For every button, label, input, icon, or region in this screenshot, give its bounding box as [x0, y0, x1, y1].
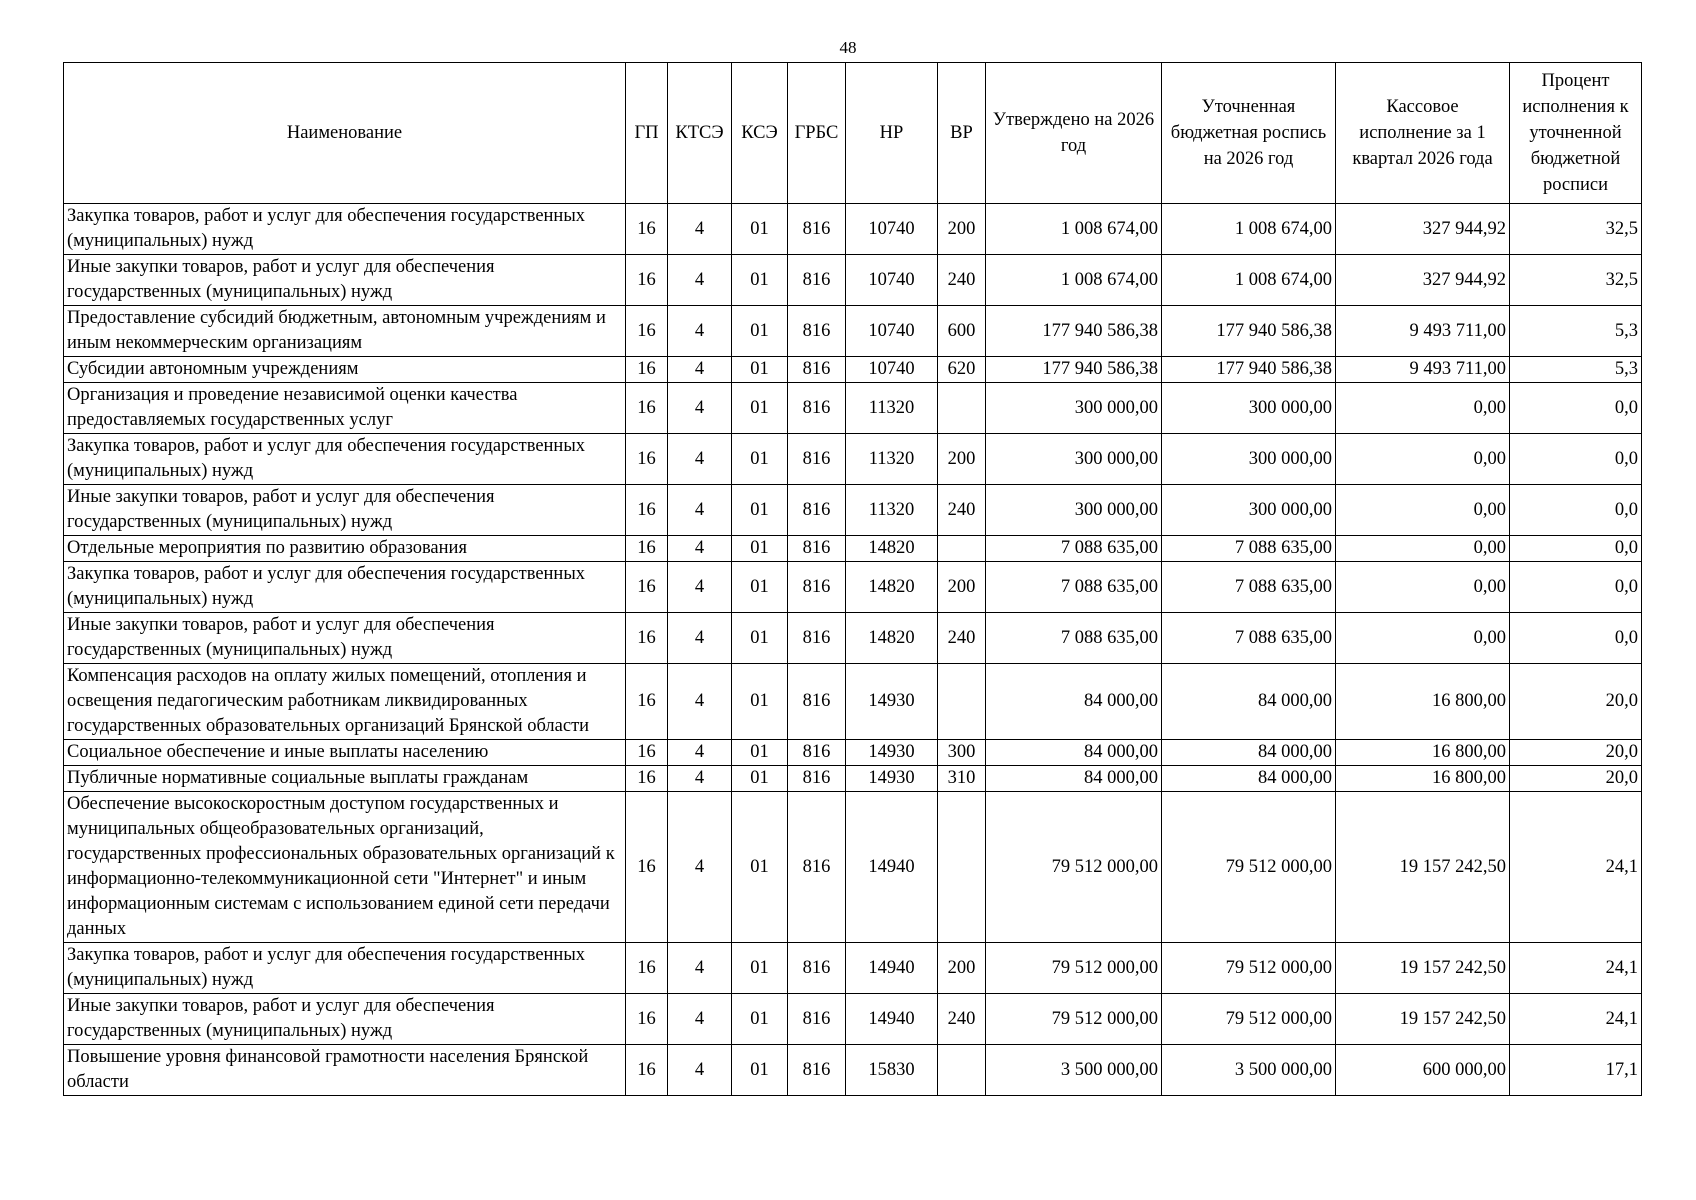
cell-vr: 620	[938, 357, 986, 383]
budget-execution-table	[63, 62, 1642, 1096]
cell-grbs: 816	[788, 792, 846, 943]
cell-refined: 1 008 674,00	[1162, 255, 1336, 306]
cell-kse: 01	[732, 792, 788, 943]
cell-name: Закупка товаров, работ и услуг для обеспечения государственных (муниципальных) нужд	[64, 562, 626, 613]
table-body	[64, 204, 1642, 1096]
cell-name: Компенсация расходов на оплату жилых помещений, отопления и освещения педагогическим работникам ликвидированных государственных образовательных организаций Брянской области	[64, 664, 626, 740]
cell-vr: 200	[938, 943, 986, 994]
cell-nr: 14940	[846, 994, 938, 1045]
cell-ktse: 4	[668, 664, 732, 740]
table-row	[64, 613, 1642, 664]
cell-grbs: 816	[788, 766, 846, 792]
cell-nr: 10740	[846, 306, 938, 357]
cell-grbs: 816	[788, 664, 846, 740]
cell-cash: 16 800,00	[1336, 664, 1510, 740]
cell-name: Иные закупки товаров, работ и услуг для обеспечения государственных (муниципальных) нужд	[64, 485, 626, 536]
cell-vr	[938, 383, 986, 434]
cell-grbs: 816	[788, 306, 846, 357]
cell-nr: 14820	[846, 562, 938, 613]
cell-gp: 16	[626, 613, 668, 664]
cell-approved: 300 000,00	[986, 383, 1162, 434]
cell-nr: 15830	[846, 1045, 938, 1096]
cell-gp: 16	[626, 766, 668, 792]
cell-gp: 16	[626, 943, 668, 994]
header-approved: Утверждено на 2026 год	[986, 63, 1162, 204]
header-refined: Уточненная бюджетная роспись на 2026 год	[1162, 63, 1336, 204]
page-number: 48	[839, 38, 857, 57]
cell-vr	[938, 536, 986, 562]
cell-ktse: 4	[668, 740, 732, 766]
cell-nr: 14940	[846, 943, 938, 994]
cell-nr: 14820	[846, 536, 938, 562]
cell-vr: 600	[938, 306, 986, 357]
cell-approved: 1 008 674,00	[986, 255, 1162, 306]
cell-name: Иные закупки товаров, работ и услуг для обеспечения государственных (муниципальных) нужд	[64, 613, 626, 664]
cell-cash: 0,00	[1336, 562, 1510, 613]
cell-percent: 32,5	[1510, 204, 1642, 255]
cell-ktse: 4	[668, 792, 732, 943]
cell-ktse: 4	[668, 766, 732, 792]
cell-nr: 14820	[846, 613, 938, 664]
cell-approved: 79 512 000,00	[986, 943, 1162, 994]
table-row	[64, 485, 1642, 536]
cell-refined: 7 088 635,00	[1162, 613, 1336, 664]
header-nr: НР	[846, 63, 938, 204]
cell-kse: 01	[732, 485, 788, 536]
cell-nr: 14930	[846, 766, 938, 792]
cell-refined: 7 088 635,00	[1162, 536, 1336, 562]
table-row	[64, 792, 1642, 943]
cell-ktse: 4	[668, 562, 732, 613]
cell-kse: 01	[732, 943, 788, 994]
cell-ktse: 4	[668, 204, 732, 255]
cell-approved: 300 000,00	[986, 434, 1162, 485]
cell-ktse: 4	[668, 1045, 732, 1096]
cell-percent: 0,0	[1510, 562, 1642, 613]
cell-ktse: 4	[668, 357, 732, 383]
cell-percent: 20,0	[1510, 766, 1642, 792]
cell-kse: 01	[732, 357, 788, 383]
table-row	[64, 434, 1642, 485]
cell-vr: 200	[938, 562, 986, 613]
cell-approved: 84 000,00	[986, 740, 1162, 766]
table-row	[64, 766, 1642, 792]
cell-approved: 300 000,00	[986, 485, 1162, 536]
cell-kse: 01	[732, 740, 788, 766]
cell-kse: 01	[732, 383, 788, 434]
cell-grbs: 816	[788, 357, 846, 383]
cell-percent: 20,0	[1510, 664, 1642, 740]
cell-grbs: 816	[788, 434, 846, 485]
cell-ktse: 4	[668, 255, 732, 306]
cell-nr: 10740	[846, 255, 938, 306]
cell-cash: 327 944,92	[1336, 204, 1510, 255]
cell-approved: 3 500 000,00	[986, 1045, 1162, 1096]
cell-kse: 01	[732, 766, 788, 792]
cell-percent: 32,5	[1510, 255, 1642, 306]
cell-cash: 19 157 242,50	[1336, 792, 1510, 943]
cell-gp: 16	[626, 1045, 668, 1096]
table-row	[64, 204, 1642, 255]
cell-percent: 17,1	[1510, 1045, 1642, 1096]
cell-kse: 01	[732, 204, 788, 255]
table-row	[64, 536, 1642, 562]
header-vr: ВР	[938, 63, 986, 204]
cell-percent: 5,3	[1510, 357, 1642, 383]
cell-approved: 79 512 000,00	[986, 792, 1162, 943]
cell-approved: 84 000,00	[986, 664, 1162, 740]
cell-cash: 600 000,00	[1336, 1045, 1510, 1096]
cell-refined: 79 512 000,00	[1162, 792, 1336, 943]
cell-kse: 01	[732, 562, 788, 613]
cell-gp: 16	[626, 536, 668, 562]
cell-nr: 11320	[846, 383, 938, 434]
cell-vr: 240	[938, 994, 986, 1045]
cell-percent: 0,0	[1510, 536, 1642, 562]
cell-percent: 5,3	[1510, 306, 1642, 357]
cell-percent: 24,1	[1510, 943, 1642, 994]
cell-vr: 240	[938, 255, 986, 306]
cell-cash: 9 493 711,00	[1336, 357, 1510, 383]
cell-gp: 16	[626, 357, 668, 383]
cell-refined: 84 000,00	[1162, 766, 1336, 792]
cell-name: Отдельные мероприятия по развитию образования	[64, 536, 626, 562]
cell-kse: 01	[732, 306, 788, 357]
cell-cash: 0,00	[1336, 613, 1510, 664]
cell-grbs: 816	[788, 562, 846, 613]
cell-cash: 0,00	[1336, 434, 1510, 485]
cell-percent: 0,0	[1510, 434, 1642, 485]
cell-grbs: 816	[788, 740, 846, 766]
cell-name: Повышение уровня финансовой грамотности населения Брянской области	[64, 1045, 626, 1096]
cell-name: Предоставление субсидий бюджетным, автономным учреждениям и иным некоммерческим организациям	[64, 306, 626, 357]
cell-name: Иные закупки товаров, работ и услуг для обеспечения государственных (муниципальных) нужд	[64, 255, 626, 306]
cell-gp: 16	[626, 562, 668, 613]
cell-cash: 327 944,92	[1336, 255, 1510, 306]
cell-cash: 0,00	[1336, 485, 1510, 536]
cell-approved: 7 088 635,00	[986, 536, 1162, 562]
cell-name: Закупка товаров, работ и услуг для обеспечения государственных (муниципальных) нужд	[64, 943, 626, 994]
cell-kse: 01	[732, 664, 788, 740]
cell-gp: 16	[626, 740, 668, 766]
cell-nr: 11320	[846, 434, 938, 485]
table-header-row	[64, 63, 1642, 204]
cell-name: Иные закупки товаров, работ и услуг для обеспечения государственных (муниципальных) нужд	[64, 994, 626, 1045]
cell-nr: 10740	[846, 204, 938, 255]
cell-grbs: 816	[788, 536, 846, 562]
cell-refined: 79 512 000,00	[1162, 943, 1336, 994]
header-kse: КСЭ	[732, 63, 788, 204]
cell-kse: 01	[732, 255, 788, 306]
cell-ktse: 4	[668, 383, 732, 434]
cell-percent: 0,0	[1510, 613, 1642, 664]
cell-cash: 19 157 242,50	[1336, 943, 1510, 994]
cell-refined: 177 940 586,38	[1162, 357, 1336, 383]
cell-vr: 200	[938, 434, 986, 485]
cell-kse: 01	[732, 994, 788, 1045]
cell-grbs: 816	[788, 204, 846, 255]
cell-grbs: 816	[788, 994, 846, 1045]
cell-grbs: 816	[788, 1045, 846, 1096]
cell-refined: 300 000,00	[1162, 485, 1336, 536]
cell-vr: 310	[938, 766, 986, 792]
cell-name: Организация и проведение независимой оценки качества предоставляемых государственных услуг	[64, 383, 626, 434]
cell-name: Обеспечение высокоскоростным доступом государственных и муниципальных общеобразовательных организаций, государственных профессиональных образовательных организаций к информационно-телекоммуникационной сети "Интернет" и иным информационным системам с использованием единой сети передачи данных	[64, 792, 626, 943]
table-row	[64, 357, 1642, 383]
cell-gp: 16	[626, 204, 668, 255]
cell-vr	[938, 1045, 986, 1096]
cell-refined: 177 940 586,38	[1162, 306, 1336, 357]
cell-ktse: 4	[668, 306, 732, 357]
cell-vr	[938, 792, 986, 943]
cell-refined: 300 000,00	[1162, 383, 1336, 434]
cell-nr: 14930	[846, 664, 938, 740]
cell-kse: 01	[732, 1045, 788, 1096]
cell-gp: 16	[626, 664, 668, 740]
table-row	[64, 255, 1642, 306]
cell-approved: 84 000,00	[986, 766, 1162, 792]
cell-kse: 01	[732, 434, 788, 485]
cell-vr: 200	[938, 204, 986, 255]
cell-gp: 16	[626, 306, 668, 357]
cell-refined: 300 000,00	[1162, 434, 1336, 485]
cell-nr: 10740	[846, 357, 938, 383]
table-row	[64, 306, 1642, 357]
table-row	[64, 994, 1642, 1045]
cell-kse: 01	[732, 613, 788, 664]
cell-grbs: 816	[788, 255, 846, 306]
cell-cash: 9 493 711,00	[1336, 306, 1510, 357]
cell-percent: 24,1	[1510, 792, 1642, 943]
cell-percent: 0,0	[1510, 383, 1642, 434]
cell-gp: 16	[626, 383, 668, 434]
header-grbs: ГРБС	[788, 63, 846, 204]
cell-refined: 79 512 000,00	[1162, 994, 1336, 1045]
cell-ktse: 4	[668, 613, 732, 664]
cell-name: Закупка товаров, работ и услуг для обеспечения государственных (муниципальных) нужд	[64, 204, 626, 255]
cell-refined: 84 000,00	[1162, 740, 1336, 766]
cell-refined: 1 008 674,00	[1162, 204, 1336, 255]
cell-approved: 177 940 586,38	[986, 306, 1162, 357]
cell-cash: 19 157 242,50	[1336, 994, 1510, 1045]
table-row	[64, 943, 1642, 994]
cell-gp: 16	[626, 434, 668, 485]
cell-gp: 16	[626, 994, 668, 1045]
header-gp: ГП	[626, 63, 668, 204]
cell-nr: 14930	[846, 740, 938, 766]
cell-grbs: 816	[788, 613, 846, 664]
cell-name: Субсидии автономным учреждениям	[64, 357, 626, 383]
cell-kse: 01	[732, 536, 788, 562]
table-row	[64, 740, 1642, 766]
table-row	[64, 562, 1642, 613]
cell-gp: 16	[626, 792, 668, 943]
cell-percent: 0,0	[1510, 485, 1642, 536]
cell-grbs: 816	[788, 485, 846, 536]
cell-refined: 7 088 635,00	[1162, 562, 1336, 613]
cell-grbs: 816	[788, 943, 846, 994]
cell-cash: 16 800,00	[1336, 766, 1510, 792]
cell-ktse: 4	[668, 994, 732, 1045]
cell-gp: 16	[626, 255, 668, 306]
cell-grbs: 816	[788, 383, 846, 434]
cell-approved: 7 088 635,00	[986, 562, 1162, 613]
table-row	[64, 383, 1642, 434]
cell-approved: 79 512 000,00	[986, 994, 1162, 1045]
cell-ktse: 4	[668, 434, 732, 485]
cell-vr: 300	[938, 740, 986, 766]
cell-percent: 20,0	[1510, 740, 1642, 766]
cell-cash: 16 800,00	[1336, 740, 1510, 766]
cell-approved: 177 940 586,38	[986, 357, 1162, 383]
header-ktse: КТСЭ	[668, 63, 732, 204]
header-name: Наименование	[64, 63, 626, 204]
header-cash: Кассовое исполнение за 1 квартал 2026 года	[1336, 63, 1510, 204]
cell-name: Закупка товаров, работ и услуг для обеспечения государственных (муниципальных) нужд	[64, 434, 626, 485]
cell-refined: 84 000,00	[1162, 664, 1336, 740]
cell-ktse: 4	[668, 943, 732, 994]
cell-nr: 14940	[846, 792, 938, 943]
cell-name: Публичные нормативные социальные выплаты гражданам	[64, 766, 626, 792]
cell-percent: 24,1	[1510, 994, 1642, 1045]
cell-cash: 0,00	[1336, 383, 1510, 434]
cell-refined: 3 500 000,00	[1162, 1045, 1336, 1096]
header-percent: Процент исполнения к уточненной бюджетной росписи	[1510, 63, 1642, 204]
cell-nr: 11320	[846, 485, 938, 536]
cell-gp: 16	[626, 485, 668, 536]
cell-vr: 240	[938, 613, 986, 664]
cell-ktse: 4	[668, 536, 732, 562]
cell-vr: 240	[938, 485, 986, 536]
cell-vr	[938, 664, 986, 740]
table-row	[64, 664, 1642, 740]
cell-approved: 1 008 674,00	[986, 204, 1162, 255]
cell-approved: 7 088 635,00	[986, 613, 1162, 664]
cell-ktse: 4	[668, 485, 732, 536]
cell-cash: 0,00	[1336, 536, 1510, 562]
table-row	[64, 1045, 1642, 1096]
cell-name: Социальное обеспечение и иные выплаты населению	[64, 740, 626, 766]
